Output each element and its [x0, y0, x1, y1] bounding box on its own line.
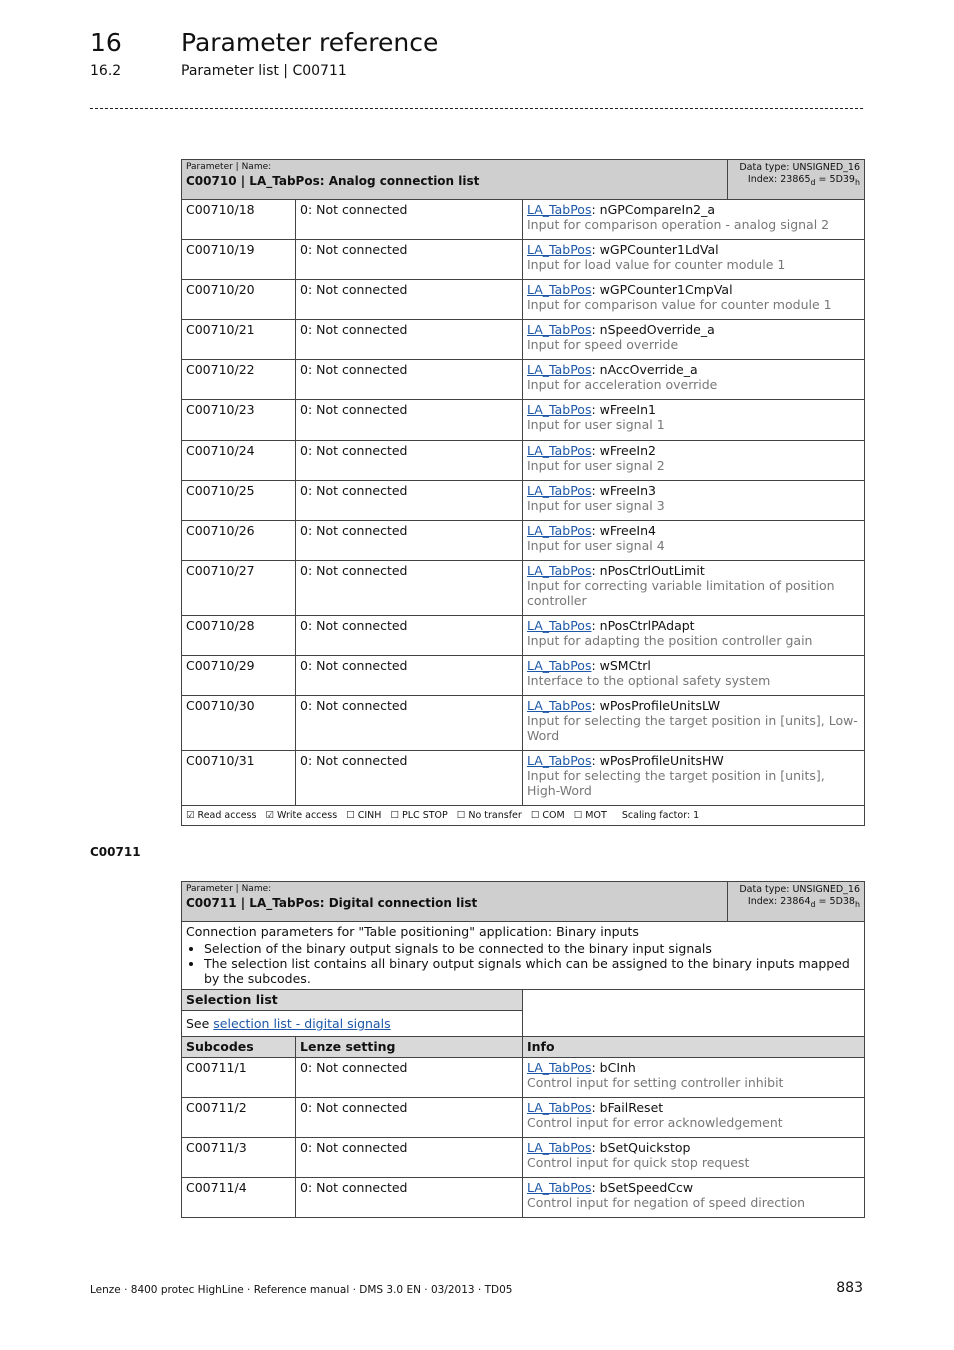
lenze-setting: 0: Not connected — [296, 696, 523, 751]
table-row — [182, 696, 865, 751]
signal-link[interactable]: LA_TabPos — [527, 282, 592, 297]
signal-link[interactable]: LA_TabPos — [527, 483, 592, 498]
subcode: C00710/26 — [182, 521, 296, 561]
signal-description: Control input for error acknowledgement — [527, 1115, 783, 1130]
data-type: Data type: UNSIGNED_16 — [739, 162, 860, 173]
col-subcodes: Subcodes — [182, 1037, 296, 1058]
signal-name: : bFailReset — [591, 1100, 664, 1115]
signal-link[interactable]: LA_TabPos — [527, 698, 592, 713]
lenze-setting: 0: Not connected — [296, 656, 523, 696]
table-title: C00711 | LA_TabPos: Digital connection list — [186, 896, 478, 910]
signal-description: Input for acceleration override — [527, 377, 718, 392]
info-cell — [523, 240, 865, 280]
signal-link[interactable]: LA_TabPos — [527, 1180, 592, 1195]
subcode: C00711/3 — [182, 1138, 296, 1178]
subcode: C00710/21 — [182, 320, 296, 360]
signal-name: : bCInh — [591, 1060, 636, 1075]
subcode: C00711/2 — [182, 1098, 296, 1138]
signal-description: Input for user signal 1 — [527, 417, 665, 432]
chapter-title: Parameter reference — [181, 28, 439, 57]
signal-name: : wGPCounter1CmpVal — [591, 282, 733, 297]
lenze-setting: 0: Not connected — [296, 751, 523, 806]
parameter-table-c00711 — [181, 881, 865, 1218]
lenze-setting: 0: Not connected — [296, 1178, 523, 1218]
signal-description: Input for correcting variable limitation of position controller — [527, 578, 835, 608]
signal-description: Input for user signal 4 — [527, 538, 665, 553]
intro-text: Connection parameters for "Table positioning" application: Binary inputs — [186, 924, 639, 939]
subcode: C00710/30 — [182, 696, 296, 751]
info-cell — [523, 441, 865, 481]
signal-name: : wPosProfileUnitsLW — [591, 698, 721, 713]
table-row — [182, 521, 865, 561]
subcode: C00710/27 — [182, 561, 296, 616]
signal-link[interactable]: LA_TabPos — [527, 523, 592, 538]
table-row — [182, 751, 865, 806]
info-cell — [523, 1138, 865, 1178]
signal-name: : bSetQuickstop — [591, 1140, 691, 1155]
info-cell — [523, 521, 865, 561]
subcode: C00710/28 — [182, 616, 296, 656]
signal-link[interactable]: LA_TabPos — [527, 202, 592, 217]
signal-name: : wPosProfileUnitsHW — [591, 753, 724, 768]
table-row — [182, 616, 865, 656]
signal-name: : wGPCounter1LdVal — [591, 242, 719, 257]
signal-description: Input for load value for counter module 1 — [527, 257, 786, 272]
signal-description: Input for comparison operation - analog signal 2 — [527, 217, 830, 232]
signal-description: Input for selecting the target position in [units], High-Word — [527, 768, 825, 798]
signal-name: : nSpeedOverride_a — [591, 322, 715, 337]
data-type-cell — [728, 160, 865, 200]
section-label: C00711 — [90, 845, 141, 859]
signal-description: Control input for setting controller inhibit — [527, 1075, 784, 1090]
signal-link[interactable]: LA_TabPos — [527, 1100, 592, 1115]
signal-description: Control input for negation of speed direction — [527, 1195, 806, 1210]
lenze-setting: 0: Not connected — [296, 521, 523, 561]
intro-cell — [182, 922, 865, 990]
signal-link[interactable]: LA_TabPos — [527, 322, 592, 337]
bullet-item: • Selection of the binary output signals to be connected to the binary input signals — [204, 941, 860, 956]
page-footer: Lenze · 8400 protec HighLine · Reference manual · DMS 3.0 EN · 03/2013 · TD05 — [90, 1284, 513, 1296]
info-cell — [523, 751, 865, 806]
info-cell — [523, 320, 865, 360]
table-title-cell — [182, 160, 728, 200]
signal-name: : wFreeIn4 — [591, 523, 656, 538]
signal-link[interactable]: LA_TabPos — [527, 402, 592, 417]
selection-list-link[interactable]: selection list - digital signals — [213, 1016, 391, 1031]
info-cell — [523, 696, 865, 751]
info-cell — [523, 1058, 865, 1098]
info-cell — [523, 481, 865, 521]
signal-description: Input for adapting the position controller gain — [527, 633, 813, 648]
col-info: Info — [523, 1037, 865, 1058]
table-title-cell — [182, 882, 728, 922]
signal-name: : nAccOverride_a — [591, 362, 698, 377]
table-row — [182, 280, 865, 320]
lenze-setting: 0: Not connected — [296, 1138, 523, 1178]
signal-description: Interface to the optional safety system — [527, 673, 771, 688]
subcode: C00711/1 — [182, 1058, 296, 1098]
table-row — [182, 200, 865, 240]
table-row — [182, 400, 865, 441]
subcode: C00710/23 — [182, 400, 296, 441]
lenze-setting: 0: Not connected — [296, 1098, 523, 1138]
subcode: C00710/31 — [182, 751, 296, 806]
info-cell — [523, 1098, 865, 1138]
index-value: Index: $23864_d = 5D38_h$ — [747, 896, 860, 909]
info-cell — [523, 1178, 865, 1218]
lenze-setting: 0: Not connected — [296, 616, 523, 656]
signal-name: : nPosCtrlPAdapt — [591, 618, 695, 633]
section-number: 16.2 — [90, 63, 122, 79]
subcode: C00710/18 — [182, 200, 296, 240]
data-type-cell — [728, 882, 865, 922]
table-row — [182, 481, 865, 521]
signal-link[interactable]: LA_TabPos — [527, 658, 592, 673]
lenze-setting: 0: Not connected — [296, 441, 523, 481]
table-row — [182, 320, 865, 360]
table-row — [182, 360, 865, 400]
table-row — [182, 1138, 865, 1178]
param-label: Parameter | Name: — [186, 884, 272, 894]
info-cell — [523, 561, 865, 616]
intro-bullets — [186, 941, 860, 986]
subcode: C00710/24 — [182, 441, 296, 481]
table-title: C00710 | LA_TabPos: Analog connection list — [186, 174, 480, 188]
signal-name: : nGPCompareIn2_a — [591, 202, 715, 217]
param-label: Parameter | Name: — [186, 162, 272, 172]
signal-link[interactable]: LA_TabPos — [527, 1140, 592, 1155]
subcode: C00710/25 — [182, 481, 296, 521]
subcode: C00711/4 — [182, 1178, 296, 1218]
table-row — [182, 240, 865, 280]
parameter-table-c00710 — [181, 159, 865, 826]
info-cell — [523, 360, 865, 400]
lenze-setting: 0: Not connected — [296, 360, 523, 400]
subcode: C00710/22 — [182, 360, 296, 400]
signal-name: : wFreeIn3 — [591, 483, 656, 498]
signal-name: : bSetSpeedCcw — [591, 1180, 694, 1195]
signal-description: Input for selecting the target position in [units], Low-Word — [527, 713, 858, 743]
data-type: Data type: UNSIGNED_16 — [739, 884, 860, 895]
table-row — [182, 561, 865, 616]
selection-list-label: Selection list — [182, 990, 523, 1011]
lenze-setting: 0: Not connected — [296, 320, 523, 360]
signal-description: Input for user signal 3 — [527, 498, 665, 513]
signal-name: : wFreeIn1 — [591, 402, 656, 417]
lenze-setting: 0: Not connected — [296, 400, 523, 441]
lenze-setting: 0: Not connected — [296, 200, 523, 240]
signal-description: Input for comparison value for counter module 1 — [527, 297, 832, 312]
signal-link[interactable]: LA_TabPos — [527, 242, 592, 257]
table-row — [182, 656, 865, 696]
info-cell — [523, 656, 865, 696]
signal-description: Control input for quick stop request — [527, 1155, 750, 1170]
info-cell — [523, 280, 865, 320]
bullet-item: • The selection list contains all binary output signals which can be assigned to the binary inputs mapped by the subcodes. — [204, 956, 860, 986]
info-cell — [523, 200, 865, 240]
info-cell — [523, 400, 865, 441]
signal-name: : nPosCtrlOutLimit — [591, 563, 705, 578]
selection-see-cell — [182, 1011, 523, 1037]
lenze-setting: 0: Not connected — [296, 1058, 523, 1098]
lenze-setting: 0: Not connected — [296, 280, 523, 320]
table-row — [182, 1058, 865, 1098]
col-lenze-setting: Lenze setting — [296, 1037, 523, 1058]
lenze-setting: 0: Not connected — [296, 561, 523, 616]
header-divider — [90, 108, 863, 109]
signal-link[interactable]: LA_TabPos — [527, 443, 592, 458]
signal-description: Input for user signal 2 — [527, 458, 665, 473]
selection-empty-cell — [523, 990, 865, 1037]
lenze-setting: 0: Not connected — [296, 240, 523, 280]
page-number: 883 — [836, 1280, 863, 1296]
table-row — [182, 1178, 865, 1218]
signal-link[interactable]: LA_TabPos — [527, 618, 592, 633]
signal-name: : wSMCtrl — [591, 658, 651, 673]
signal-name: : wFreeIn2 — [591, 443, 656, 458]
subcode: C00710/29 — [182, 656, 296, 696]
table-row — [182, 441, 865, 481]
access-flags: ☑ Read access ☑ Write access ☐ CINH ☐ PLC STOP ☐ No transfer ☐ COM ☐ MOT Scaling factor: 1 — [182, 806, 865, 826]
section-title: Parameter list | C00711 — [181, 63, 347, 79]
lenze-setting: 0: Not connected — [296, 481, 523, 521]
index-value: Index: $23865_d = 5D39_h$ — [747, 174, 860, 187]
subcode: C00710/20 — [182, 280, 296, 320]
chapter-number: 16 — [90, 28, 122, 57]
signal-link[interactable]: LA_TabPos — [527, 362, 592, 377]
info-cell — [523, 616, 865, 656]
signal-description: Input for speed override — [527, 337, 679, 352]
table-row — [182, 1098, 865, 1138]
signal-link[interactable]: LA_TabPos — [527, 563, 592, 578]
see-prefix: See — [186, 1016, 214, 1031]
signal-link[interactable]: LA_TabPos — [527, 1060, 592, 1075]
subcode: C00710/19 — [182, 240, 296, 280]
signal-link[interactable]: LA_TabPos — [527, 753, 592, 768]
